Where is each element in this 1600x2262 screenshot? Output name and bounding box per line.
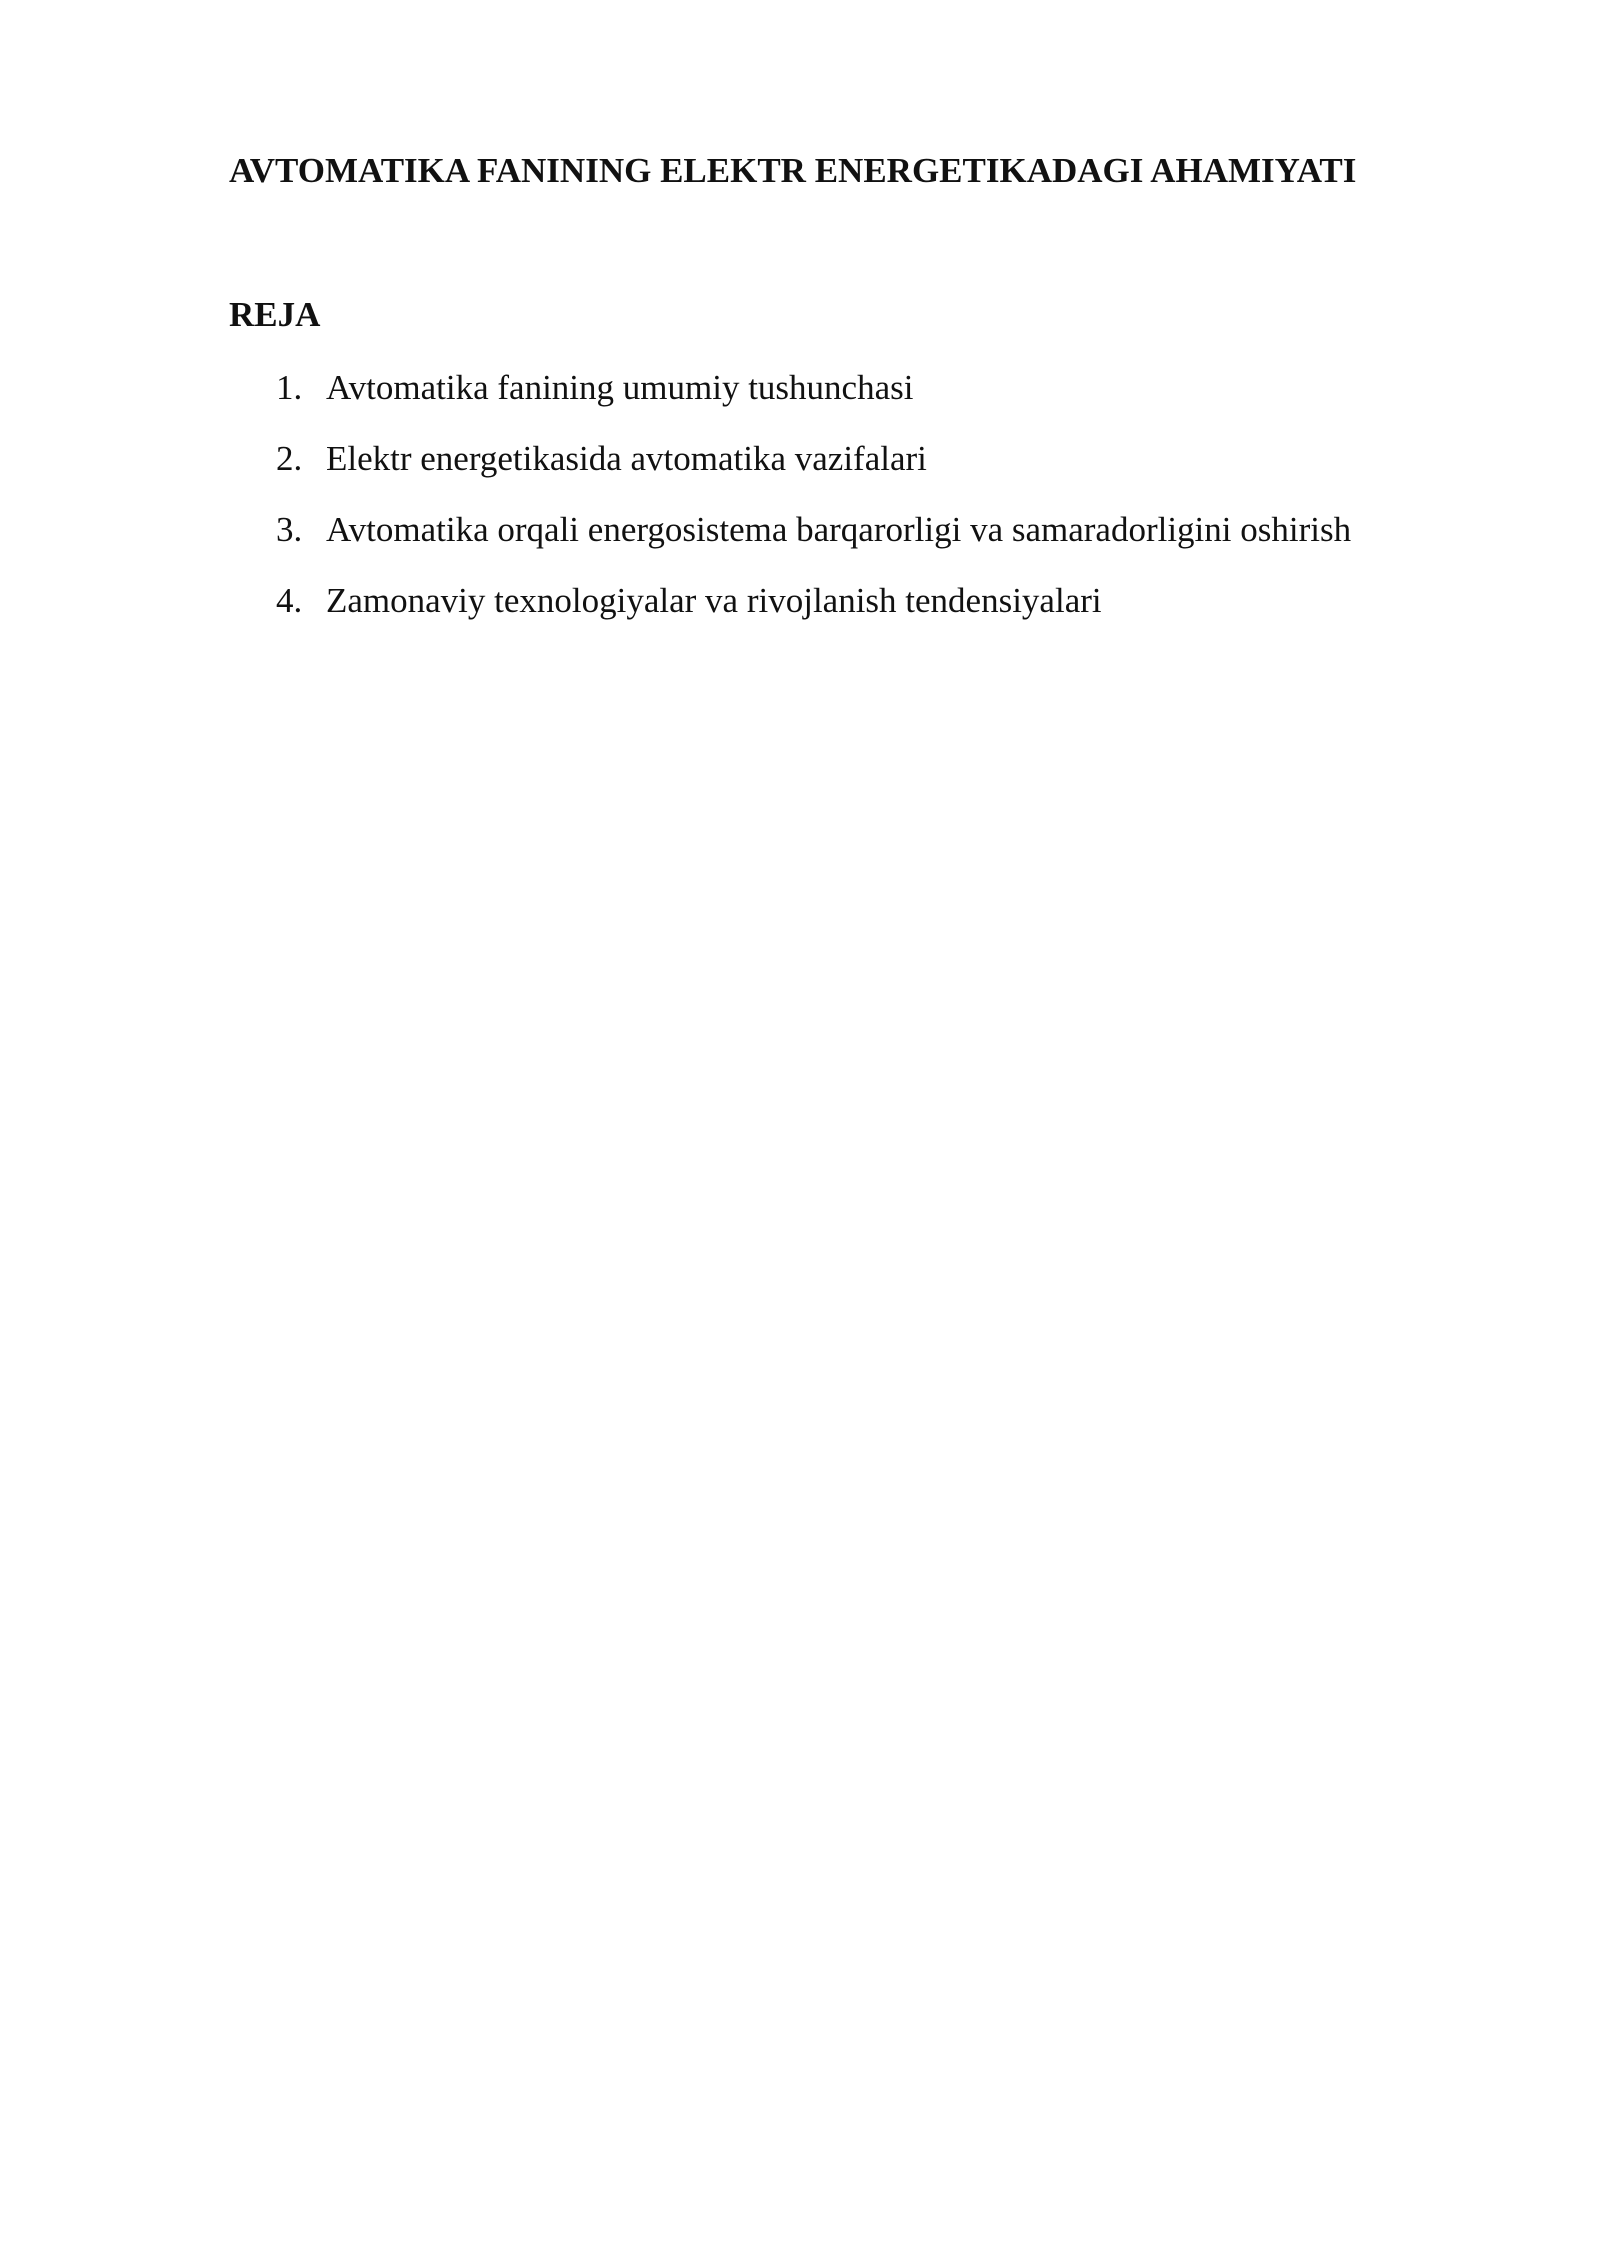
plan-item-number: 4. (276, 581, 303, 620)
plan-heading: REJA (229, 295, 321, 334)
plan-item-text: Zamonaviy texnologiyalar va rivojlanish tendensiyalari (326, 581, 1102, 620)
plan-item-text: Elektr energetikasida avtomatika vazifalari (326, 439, 927, 478)
plan-item-number: 2. (276, 439, 303, 478)
plan-item-text: Avtomatika orqali energosistema barqarorligi va samaradorligini oshirish (326, 510, 1352, 549)
plan-item-number: 3. (276, 510, 303, 549)
plan-item-1 (0, 366, 1600, 437)
plan-item-3 (0, 508, 1600, 579)
plan-item-number: 1. (276, 368, 303, 407)
plan-item-4 (0, 579, 1600, 650)
plan-list (0, 366, 1600, 650)
plan-item-2 (0, 437, 1600, 508)
plan-item-text: Avtomatika fanining umumiy tushunchasi (326, 368, 914, 407)
document-title: AVTOMATIKA FANINING ELEKTR ENERGETIKADAGI AHAMIYATI (229, 151, 1357, 190)
